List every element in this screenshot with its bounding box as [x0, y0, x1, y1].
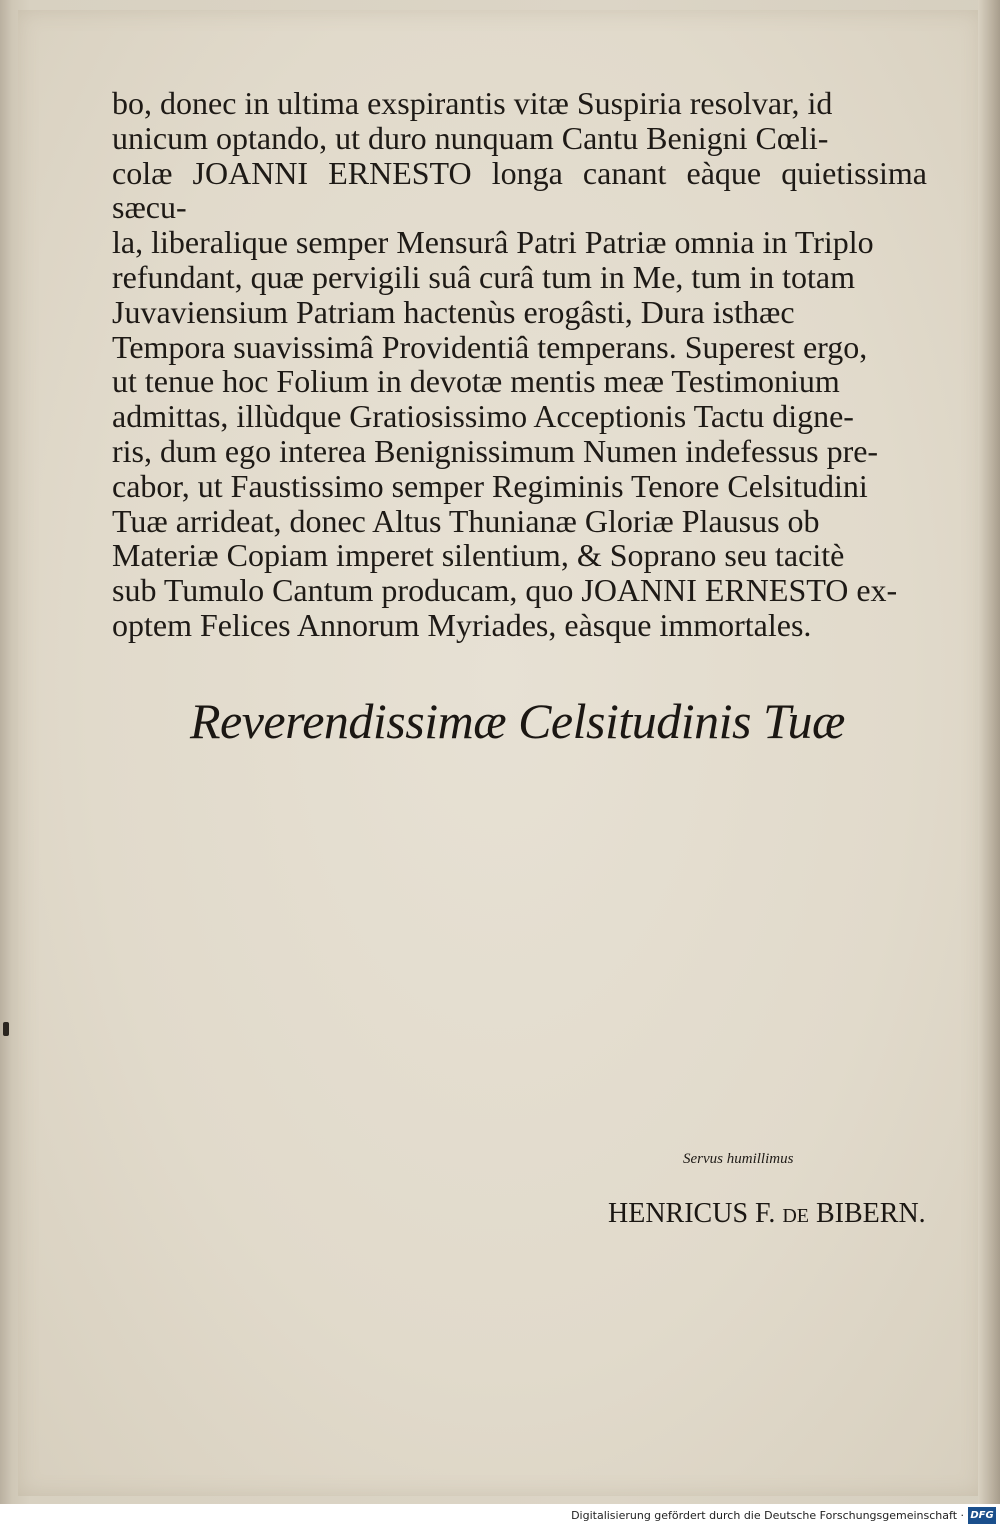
text-line: refundant, quæ pervigili suâ curâ tum in Me, tum in totam	[112, 258, 855, 295]
text-line: unicum optando, ut duro nunquam Cantu Benigni Cœli-	[112, 119, 829, 156]
text-line: ris, dum ego interea Benignissimum Numen indefessus pre-	[112, 432, 879, 469]
closing-salutation: Reverendissimæ Celsitudinis Tuæ	[190, 693, 845, 749]
signature: HENRICUS F. de BIBERN.	[608, 1198, 926, 1229]
footer-credit: Digitalisierung gefördert durch die Deutsche Forschungsgemeinschaft ·	[571, 1509, 964, 1522]
text-line: la, liberalique semper Mensurâ Patri Patriæ omnia in Triplo	[112, 224, 874, 261]
body-text	[112, 86, 927, 643]
text-line: admittas, illùdque Gratiosissimo Acceptionis Tactu digne-	[112, 398, 854, 435]
text-line: ut tenue hoc Folium in devotæ mentis meæ Testimonium	[112, 363, 840, 400]
text-line: optem Felices Annorum Myriades, eàsque immortales.	[112, 606, 812, 643]
servus-line: Servus humillimus	[683, 1151, 794, 1167]
footer-bar	[0, 1504, 1000, 1528]
text-line: Materiæ Copiam imperet silentium, & Soprano seu tacitè	[112, 537, 845, 574]
text-line: Tuæ arrideat, donec Altus Thunianæ Gloriæ Plausus ob	[112, 502, 820, 539]
text-line: Juvaviensium Patriam hactenùs erogâsti, Dura isthæc	[112, 293, 795, 330]
text-line: cabor, ut Faustissimo semper Regiminis Tenore Celsitudini	[112, 467, 868, 504]
text-line: Tempora suavissimâ Providentiâ temperans. Superest ergo,	[112, 328, 868, 365]
text-line: colæ JOANNI ERNESTO longa canant eàque quietissima sæcu-	[112, 154, 927, 226]
page-edge	[978, 0, 1000, 1504]
text-line: sub Tumulo Cantum producam, quo JOANNI ERNESTO ex-	[112, 572, 898, 609]
dfg-logo: DFG	[968, 1507, 996, 1524]
text-line: bo, donec in ultima exspirantis vitæ Suspiria resolvar, id	[112, 85, 833, 121]
margin-mark	[3, 1022, 9, 1036]
